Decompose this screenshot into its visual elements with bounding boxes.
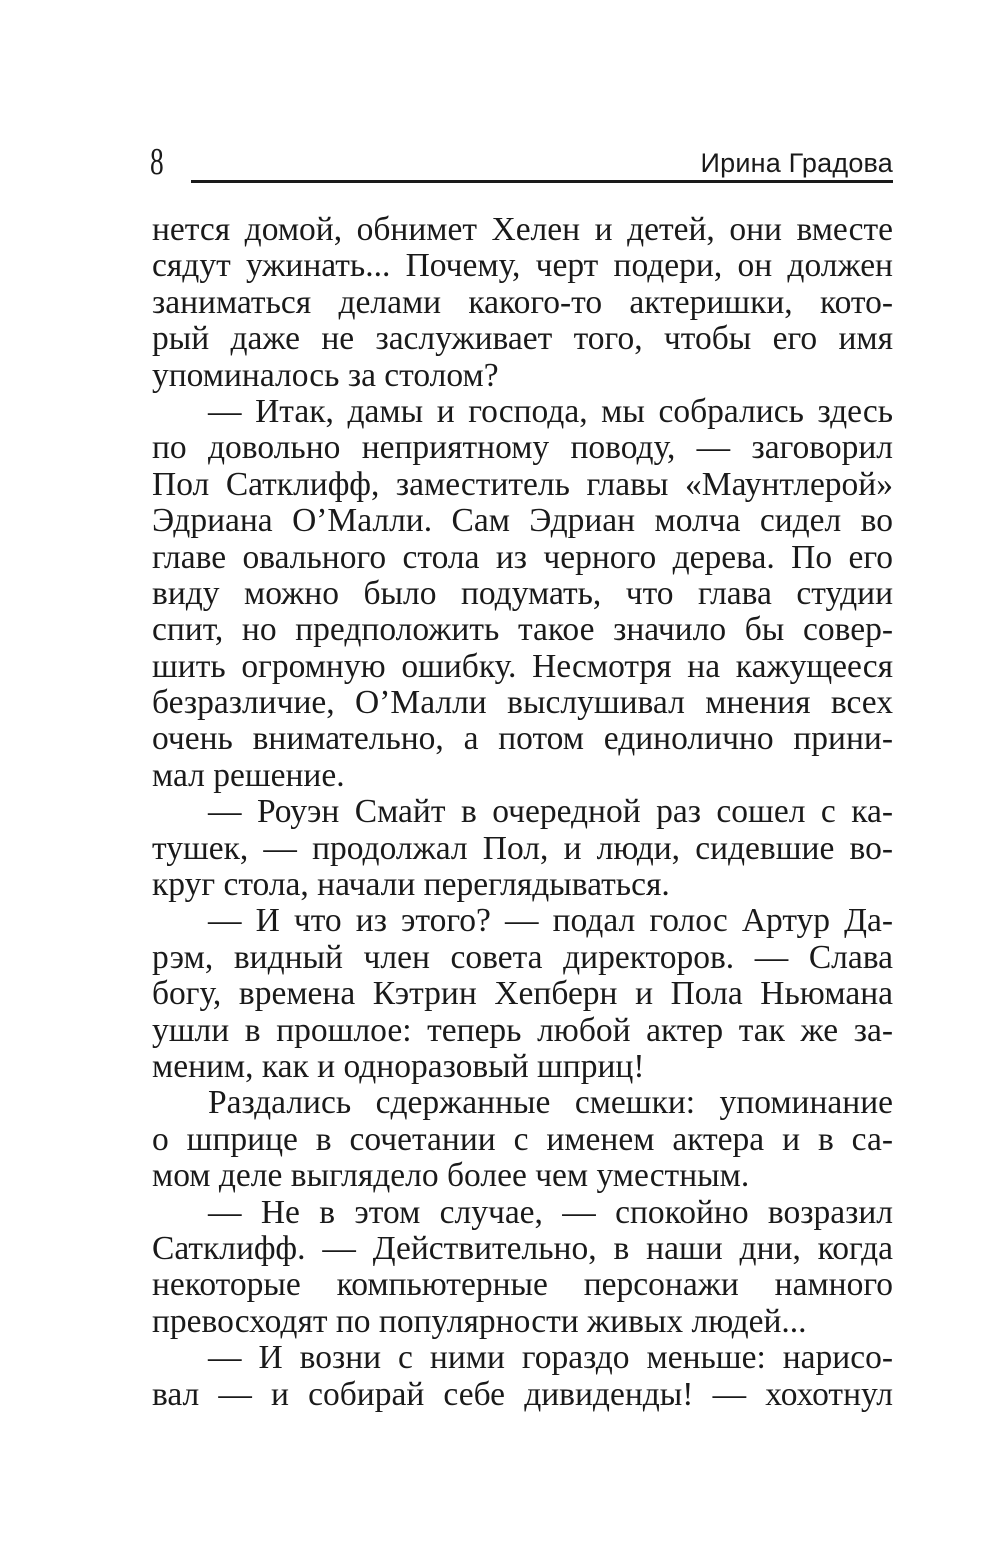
- text-line: виду можно было подумать, что глава студии: [152, 574, 893, 612]
- text-line: тушек, — продолжал Пол, и люди, сидевшие во-: [152, 829, 893, 867]
- text-line: Эдриана О’Малли. Сам Эдриан молча сидел во: [152, 502, 893, 540]
- text-line: — И что из этого? — подал голос Артур Да-: [208, 902, 893, 940]
- text-line: меним, как и одноразовый шприц!: [152, 1047, 645, 1085]
- text-line: некоторые компьютерные персонажи намного: [152, 1266, 893, 1304]
- text-line: богу, времена Кэтрин Хепберн и Пола Ньюмана: [152, 975, 893, 1013]
- text-line: сядут ужинать... Почему, черт подери, он должен: [152, 247, 893, 285]
- text-line: рэм, видный член совета директоров. — Слава: [152, 938, 893, 976]
- text-line: мом деле выглядело более чем уместным.: [152, 1157, 750, 1195]
- text-line: превосходят по популярности живых людей...: [152, 1302, 807, 1340]
- text-line: — И возни с ними гораздо меньше: нарисо-: [208, 1339, 893, 1377]
- text-line: Пол Сатклифф, заместитель главы «Маунтлерой»: [152, 465, 893, 503]
- text-line: спит, но предположить такое значило бы совер-: [152, 611, 893, 649]
- text-line: главе овального стола из черного дерева. По его: [152, 538, 893, 576]
- text-line: Сатклифф. — Действительно, в наши дни, когда: [152, 1229, 893, 1267]
- text-line: о шприце в сочетании с именем актера и в са-: [152, 1120, 893, 1158]
- text-line: упоминалось за столом?: [152, 356, 499, 394]
- text-line: — Итак, дамы и господа, мы собрались здесь: [208, 392, 893, 430]
- text-line: вал — и собирай себе дивиденды! — хохотнул: [152, 1375, 893, 1413]
- text-line: очень внимательно, а потом единолично прини-: [152, 720, 893, 758]
- text-line: безразличие, О’Малли выслушивал мнения всех: [152, 684, 893, 722]
- text-line: рый даже не заслуживает того, чтобы его имя: [152, 320, 893, 358]
- text-line: круг стола, начали переглядываться.: [152, 866, 670, 904]
- body-text: [152, 212, 893, 1413]
- page-number: 8: [150, 141, 164, 183]
- text-line: по довольно неприятному поводу, — заговорил: [152, 429, 893, 467]
- text-line: ушли в прошлое: теперь любой актер так же за-: [152, 1011, 893, 1049]
- text-line: шить огромную ошибку. Несмотря на кажущееся: [152, 647, 893, 685]
- text-line: — Роуэн Смайт в очередной раз сошел с ка-: [208, 793, 893, 831]
- text-line: нется домой, обнимет Хелен и детей, они вместе: [152, 211, 893, 248]
- text-line: мал решение.: [152, 756, 345, 794]
- running-head-author: Ирина Градова: [700, 148, 893, 178]
- text-line: Раздались сдержанные смешки: упоминание: [208, 1084, 893, 1122]
- header-rule: [191, 180, 893, 183]
- text-line: — Не в этом случае, — спокойно возразил: [208, 1193, 893, 1231]
- text-line: заниматься делами какого-то актеришки, кото-: [152, 283, 893, 321]
